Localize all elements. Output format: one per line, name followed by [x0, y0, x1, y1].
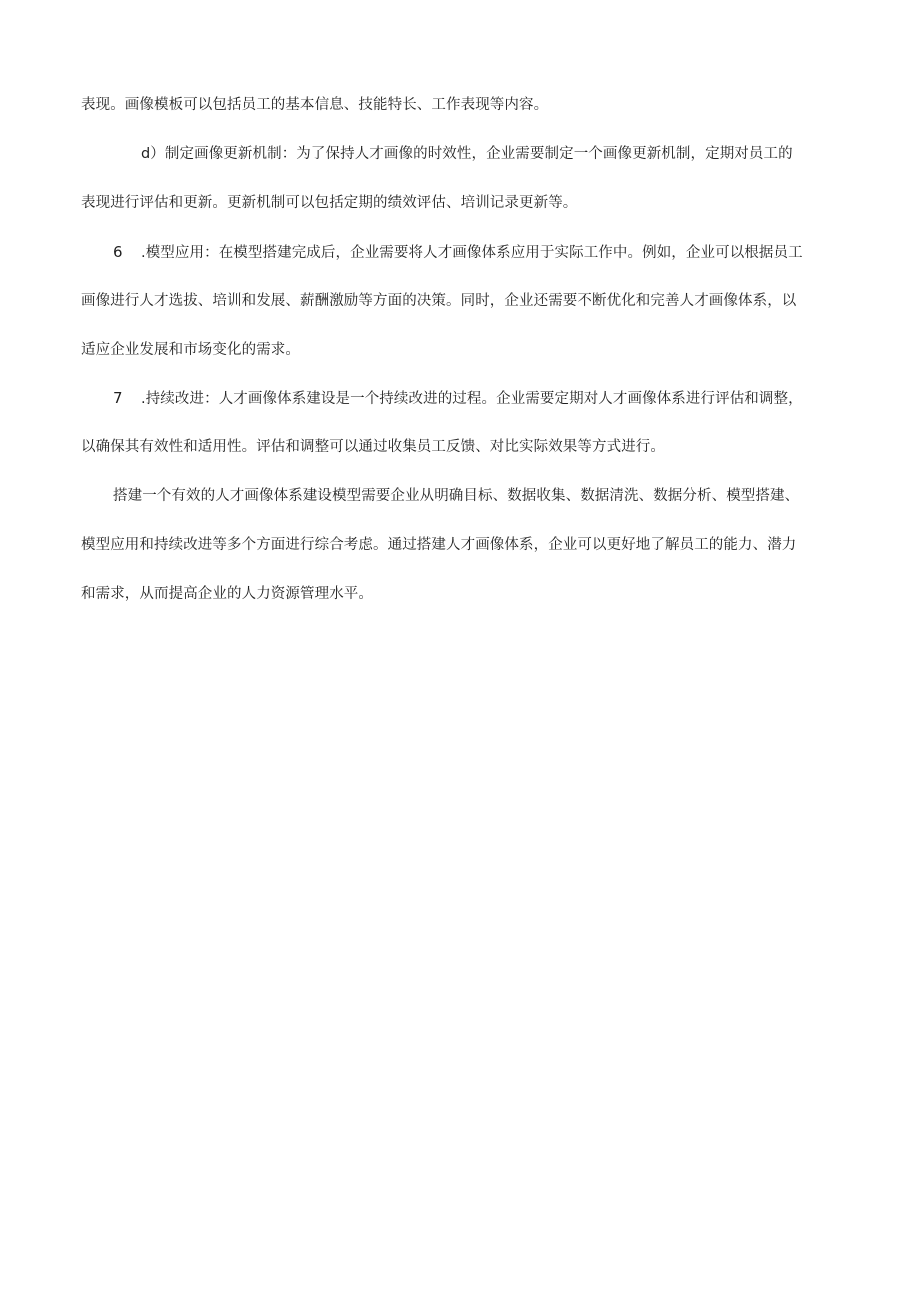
text-line-3: 表现进行评估和更新。更新机制可以包括定期的绩效评估、培训记录更新等。: [81, 195, 578, 211]
item-number-7: 7: [113, 389, 123, 407]
text-line-4: .模型应用：在模型搭建完成后，企业需要将人才画像体系应用于实际工作中。例如，企业可以根据员工: [141, 245, 803, 261]
text-line-8: 以确保其有效性和适用性。评估和调整可以通过收集员工反馈、对比实际效果等方式进行。: [81, 439, 665, 455]
text-line-6: 适应企业发展和市场变化的需求。: [81, 342, 300, 358]
text-line-5: 画像进行人才选拔、培训和发展、薪酬激励等方面的决策。同时，企业还需要不断优化和完善人才画像体系，以: [81, 293, 797, 309]
text-line-10: 模型应用和持续改进等多个方面进行综合考虑。通过搭建人才画像体系，企业可以更好地了解员工的能力、潜力: [81, 537, 797, 553]
text-line-11: 和需求，从而提高企业的人力资源管理水平。: [81, 586, 373, 602]
item-6-first-line: [113, 242, 803, 263]
item-7-first-line: [113, 388, 803, 409]
text-line-2: d）制定画像更新机制：为了保持人才画像的时效性，企业需要制定一个画像更新机制，定期对员工的: [141, 146, 793, 162]
text-line-9: 搭建一个有效的人才画像体系建设模型需要企业从明确目标、数据收集、数据清洗、数据分析、模型搭建、: [113, 488, 800, 504]
text-line-7: .持续改进：人才画像体系建设是一个持续改进的过程。企业需要定期对人才画像体系进行评估和调整，: [141, 391, 803, 407]
text-line-1: 表现。画像模板可以包括员工的基本信息、技能特长、工作表现等内容。: [81, 97, 549, 113]
item-number-6: 6: [113, 243, 123, 261]
